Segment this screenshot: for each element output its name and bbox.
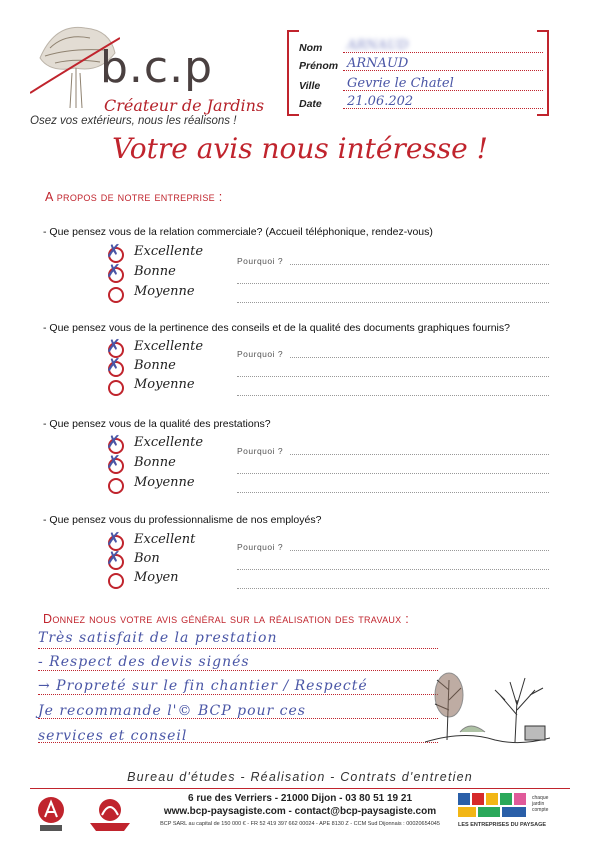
date-row <box>299 94 414 114</box>
answer-line[interactable] <box>290 550 549 551</box>
section-about-heading: A propos de notre entreprise : <box>45 190 223 204</box>
paysage-logo-icon <box>458 793 528 819</box>
prenom-row <box>299 56 409 76</box>
radio-circle-icon <box>108 573 124 589</box>
answer-line[interactable] <box>237 395 549 396</box>
check-mark: ✗ <box>106 261 122 282</box>
ville-label: Ville <box>299 80 321 92</box>
answer-line[interactable] <box>290 454 549 455</box>
radio-circle-icon <box>108 380 124 396</box>
answer-line[interactable] <box>290 264 549 265</box>
why-label: Pourquoi ? <box>237 542 284 552</box>
date-value: 21.06.202 <box>347 94 414 109</box>
nom-label: Nom <box>299 42 323 54</box>
general-opinion-heading: Donnez nous votre avis général sur la réalisation des travaux : <box>43 612 410 626</box>
answer-line[interactable] <box>237 569 549 570</box>
answer-line[interactable] <box>237 376 549 377</box>
client-info-box <box>287 30 549 116</box>
handwritten-line-4: Je recommande l'© BCP pour ces <box>38 703 306 719</box>
answer-line[interactable] <box>237 473 549 474</box>
handwritten-line-2: - Respect des devis signés <box>38 654 250 670</box>
check-mark: ✗ <box>106 432 122 453</box>
ville-value: Gevrie le Chatel <box>347 76 454 91</box>
paysage-side-text: chaque jardin compte <box>532 795 549 813</box>
question-2: - Que pensez vous de la pertinence des conseils et de la qualité des documents graphiques fournis? <box>43 322 510 334</box>
date-label: Date <box>299 98 322 110</box>
prenom-label: Prénom <box>299 60 339 72</box>
answer-line[interactable] <box>237 492 549 493</box>
check-mark: ✗ <box>106 355 122 376</box>
why-label: Pourquoi ? <box>237 349 284 359</box>
why-label: Pourquoi ? <box>237 256 284 266</box>
answer-line[interactable] <box>237 283 549 284</box>
handwritten-line-1: Très satisfait de la prestation <box>38 630 278 646</box>
check-mark: ✗ <box>106 452 122 473</box>
page-title: Votre avis nous intéresse ! <box>112 132 488 165</box>
handwritten-line-3: → Propreté sur le fin chantier / Respecté <box>38 678 368 694</box>
answer-line[interactable] <box>290 357 549 358</box>
logo-name: b.c.p <box>100 42 214 93</box>
nom-row <box>299 38 409 58</box>
radio-circle-icon <box>108 478 124 494</box>
nom-value: ARNAUD <box>347 38 409 53</box>
check-mark: ✗ <box>106 548 122 569</box>
question-1: - Que pensez vous de la relation commerciale? (Accueil téléphonique, rendez-vous) <box>43 226 433 238</box>
logo-subtitle: Créateur de Jardins <box>104 96 265 115</box>
logo-tagline: Osez vos extérieurs, nous les réalisons ! <box>30 115 237 127</box>
entreprises-paysage-logo <box>458 793 554 833</box>
ville-row <box>299 76 454 96</box>
handwritten-line-5: services et conseil <box>38 728 188 744</box>
check-mark: ✗ <box>106 241 122 262</box>
footer-legal: BCP SARL au capital de 150 000 € - FR 52 419 397 662 00024 - APE 8130 Z - CCM Sud Dijonnais : 00020654045 <box>160 821 440 827</box>
garden-illustration <box>425 660 550 750</box>
why-label: Pourquoi ? <box>237 446 284 456</box>
check-mark: ✗ <box>106 336 122 357</box>
footer-address: 6 rue des Verriers - 21000 Dijon - 03 80 51 19 21 <box>187 793 413 804</box>
footer-divider <box>30 788 570 789</box>
answer-line[interactable] <box>237 588 549 589</box>
question-4: - Que pensez vous du professionnalisme de nos employés? <box>43 514 322 526</box>
quality-label-icon <box>88 797 132 833</box>
certification-badge-icon <box>36 795 66 833</box>
question-3: - Que pensez vous de la qualité des prestations? <box>43 418 271 430</box>
answer-line[interactable] <box>237 302 549 303</box>
footer-web: www.bcp-paysagiste.com - contact@bcp-paysagiste.com <box>163 806 437 817</box>
prenom-value: ARNAUD <box>347 56 409 71</box>
paysage-logo-text: LES ENTREPRISES DU PAYSAGE <box>458 822 547 828</box>
check-mark: ✗ <box>106 529 122 550</box>
radio-circle-icon <box>108 287 124 303</box>
footer-services: Bureau d'études - Réalisation - Contrats d'entretien <box>127 770 473 784</box>
